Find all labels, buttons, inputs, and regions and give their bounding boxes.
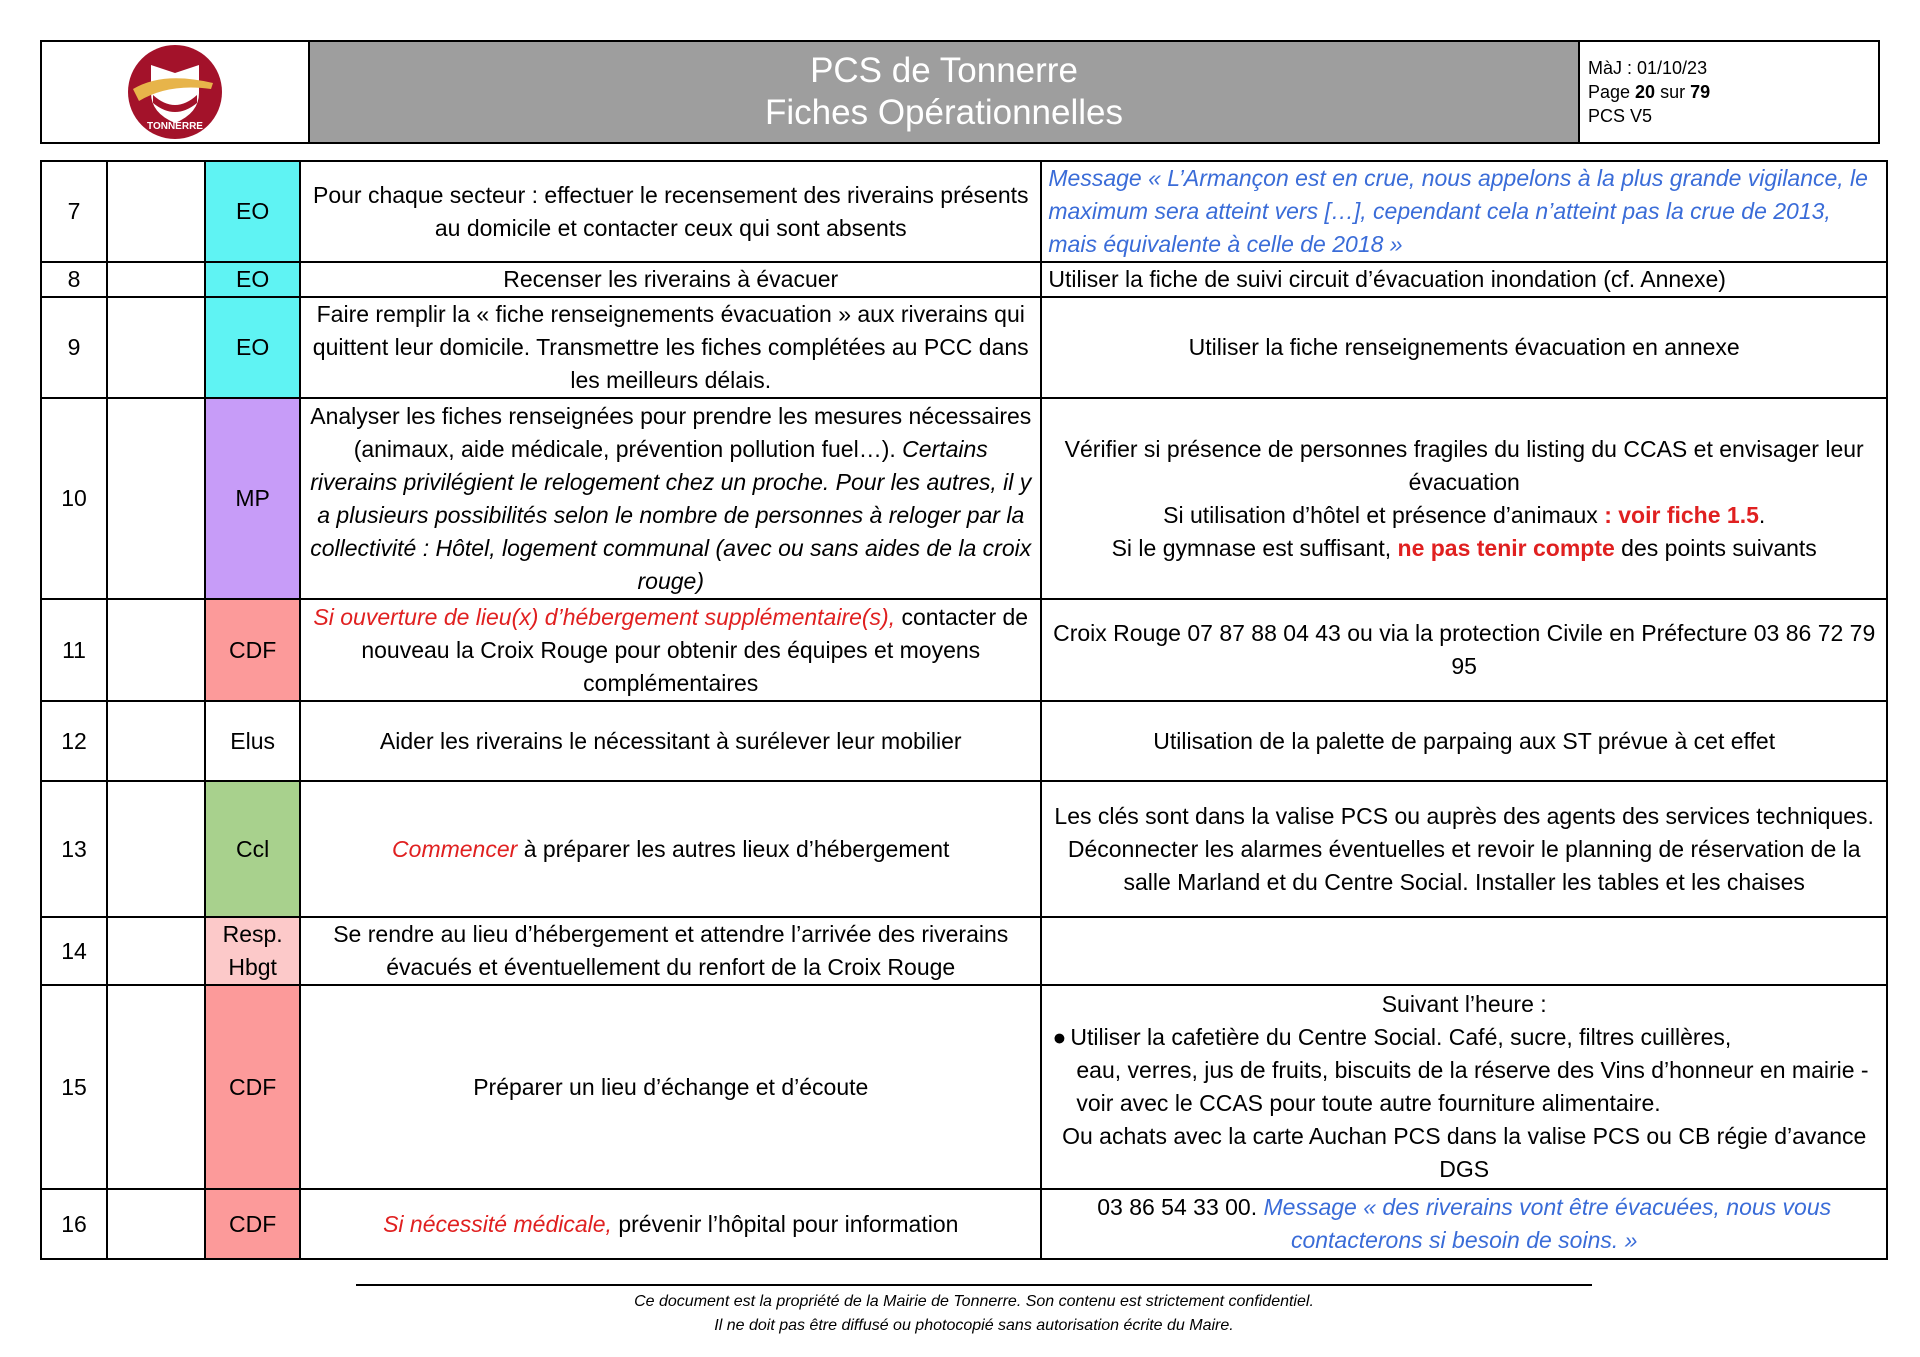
action-cell: Commencer à préparer les autres lieux d’hébergement	[300, 781, 1041, 917]
empty-cell	[107, 161, 205, 262]
condition-text: Si nécessité médicale,	[383, 1210, 612, 1237]
warning-text: ne pas tenir compte	[1397, 534, 1615, 561]
update-date: MàJ : 01/10/23	[1588, 58, 1708, 78]
row-number: 14	[41, 917, 107, 985]
page-total: 79	[1690, 82, 1711, 102]
role-cell: Elus	[205, 701, 300, 781]
table-row	[41, 781, 1887, 917]
table-row	[41, 985, 1887, 1189]
note-cell: Utiliser la fiche renseignements évacuation en annexe	[1041, 297, 1887, 398]
table-row	[41, 262, 1887, 297]
note-cell: 03 86 54 33 00. Message « des riverains vont être évacuées, nous vous contacterons si besoin de soins. »	[1041, 1189, 1887, 1259]
action-cell: Pour chaque secteur : effectuer le recensement des riverains présents au domicile et contacter ceux qui sont absents	[300, 161, 1041, 262]
bullet-item: ● Utiliser la cafetière du Centre Social. Café, sucre, filtres cuillères, eau, verres, jus de fruits, biscuits de la réserve des Vins d’honneur en mairie - voir avec le CCAS pour toute autre fourniture alimentaire.	[1048, 1021, 1880, 1120]
row-number: 7	[41, 161, 107, 262]
message-text: Message « des riverains vont être évacuées, nous vous contacterons si besoin de soins. »	[1257, 1194, 1832, 1253]
table-row	[41, 1189, 1887, 1259]
table-row	[41, 599, 1887, 701]
row-number: 15	[41, 985, 107, 1189]
note-line: Vérifier si présence de personnes fragiles du listing du CCAS et envisager leur évacuation	[1064, 435, 1864, 495]
action-italic-text: Certains riverains privilégient le relogement chez un proche. Pour les autres, il y a plusieurs possibilités selon le nombre de personnes à reloger par la collectivité : Hôtel, logement communal (avec ou sans aides de la croix rouge)	[310, 435, 1032, 594]
footer-line: Ce document est la propriété de la Mairie de Tonnerre. Son contenu est strictement confidentiel.	[634, 1293, 1314, 1310]
note-line: Si utilisation d’hôtel et présence d’animaux : voir fiche 1.5.	[1163, 501, 1766, 528]
condition-text: Commencer	[392, 835, 518, 862]
svg-text:TONNERRE: TONNERRE	[147, 121, 203, 132]
role-cell: EO	[205, 297, 300, 398]
empty-cell	[107, 917, 205, 985]
role-cell: Resp. Hbgt	[205, 917, 300, 985]
empty-cell	[107, 297, 205, 398]
role-cell: CDF	[205, 1189, 300, 1259]
row-number: 13	[41, 781, 107, 917]
role-cell: CDF	[205, 599, 300, 701]
action-cell: Analyser les fiches renseignées pour prendre les mesures nécessaires (animaux, aide médicale, prévention pollution fuel…). Certains riverains privilégient le relogement chez un proche. Pour les autres, il y a plusieurs possibilités selon le nombre de personnes à reloger par la collectivité : Hôtel, logement communal (avec ou sans aides de la croix rouge)	[300, 398, 1041, 599]
table-row	[41, 161, 1887, 262]
role-cell: EO	[205, 161, 300, 262]
header-title: PCS de Tonnerre	[810, 51, 1078, 90]
operations-table	[40, 160, 1888, 1260]
page-number: Page 20 sur 79	[1588, 82, 1711, 102]
row-number: 9	[41, 297, 107, 398]
row-number: 12	[41, 701, 107, 781]
action-cell: Faire remplir la « fiche renseignements évacuation » aux riverains qui quittent leur domicile. Transmettre les fiches complétées au PCC dans les meilleurs délais.	[300, 297, 1041, 398]
logo-cell	[42, 42, 310, 142]
fiche-reference: : voir fiche 1.5	[1604, 501, 1759, 528]
note-heading: Suivant l’heure :	[1381, 991, 1547, 1017]
page-footer	[356, 1284, 1592, 1338]
row-number: 16	[41, 1189, 107, 1259]
bullet-icon: ●	[1052, 1024, 1067, 1050]
empty-cell	[107, 781, 205, 917]
table-row	[41, 398, 1887, 599]
note-cell: Croix Rouge 07 87 88 04 43 ou via la protection Civile en Préfecture 03 86 72 79 95	[1041, 599, 1887, 701]
table-row	[41, 917, 1887, 985]
action-cell: Si nécessité médicale, prévenir l’hôpital pour information	[300, 1189, 1041, 1259]
note-line: Si le gymnase est suffisant, ne pas tenir compte des points suivants	[1111, 534, 1817, 561]
action-cell: Recenser les riverains à évacuer	[300, 262, 1041, 297]
page-current: 20	[1635, 82, 1656, 102]
note-line: Ou achats avec la carte Auchan PCS dans la valise PCS ou CB régie d’avance DGS	[1062, 1123, 1867, 1182]
note-cell: Message « L’Armançon est en crue, nous appelons à la plus grande vigilance, le maximum sera atteint vers […], cependant cela n’atteint pas la crue de 2013, mais équivalente à celle de 2018 »	[1041, 161, 1887, 262]
row-number: 8	[41, 262, 107, 297]
row-number: 11	[41, 599, 107, 701]
note-cell	[1041, 917, 1887, 985]
note-cell: Utilisation de la palette de parpaing aux ST prévue à cet effet	[1041, 701, 1887, 781]
bullet-continuation: eau, verres, jus de fruits, biscuits de la réserve des Vins d’honneur en mairie - voir avec le CCAS pour toute autre fourniture alimentaire.	[1076, 1057, 1869, 1116]
action-cell: Aider les riverains le nécessitant à surélever leur mobilier	[300, 701, 1041, 781]
empty-cell	[107, 599, 205, 701]
footer-line: Il ne doit pas être diffusé ou photocopié sans autorisation écrite du Maire.	[714, 1317, 1234, 1334]
empty-cell	[107, 985, 205, 1189]
row-number: 10	[41, 398, 107, 599]
note-cell: Les clés sont dans la valise PCS ou auprès des agents des services techniques. Déconnecter les alarmes éventuelles et revoir le planning de réservation de la salle Marland et du Centre Social. Installer les tables et les chaises	[1041, 781, 1887, 917]
note-cell	[1041, 985, 1887, 1189]
role-cell: EO	[205, 262, 300, 297]
page-header	[40, 40, 1880, 144]
note-cell	[1041, 398, 1887, 599]
table-row	[41, 297, 1887, 398]
empty-cell	[107, 701, 205, 781]
action-cell: Se rendre au lieu d’hébergement et attendre l’arrivée des riverains évacués et éventuellement du renfort de la Croix Rouge	[300, 917, 1041, 985]
empty-cell	[107, 262, 205, 297]
empty-cell	[107, 398, 205, 599]
tonnerre-logo-icon	[123, 43, 227, 141]
empty-cell	[107, 1189, 205, 1259]
role-cell: Ccl	[205, 781, 300, 917]
role-cell: MP	[205, 398, 300, 599]
role-cell: CDF	[205, 985, 300, 1189]
header-subtitle: Fiches Opérationnelles	[765, 93, 1123, 132]
header-meta	[1580, 42, 1878, 142]
note-cell: Utiliser la fiche de suivi circuit d’évacuation inondation (cf. Annexe)	[1041, 262, 1887, 297]
action-cell: Si ouverture de lieu(x) d’hébergement supplémentaire(s), contacter de nouveau la Croix Rouge pour obtenir des équipes et moyens complémentaires	[300, 599, 1041, 701]
condition-text: Si ouverture de lieu(x) d’hébergement supplémentaire(s),	[313, 603, 896, 630]
header-title-block	[310, 42, 1580, 142]
version-label: PCS V5	[1588, 106, 1653, 126]
table-row	[41, 701, 1887, 781]
action-cell: Préparer un lieu d’échange et d’écoute	[300, 985, 1041, 1189]
